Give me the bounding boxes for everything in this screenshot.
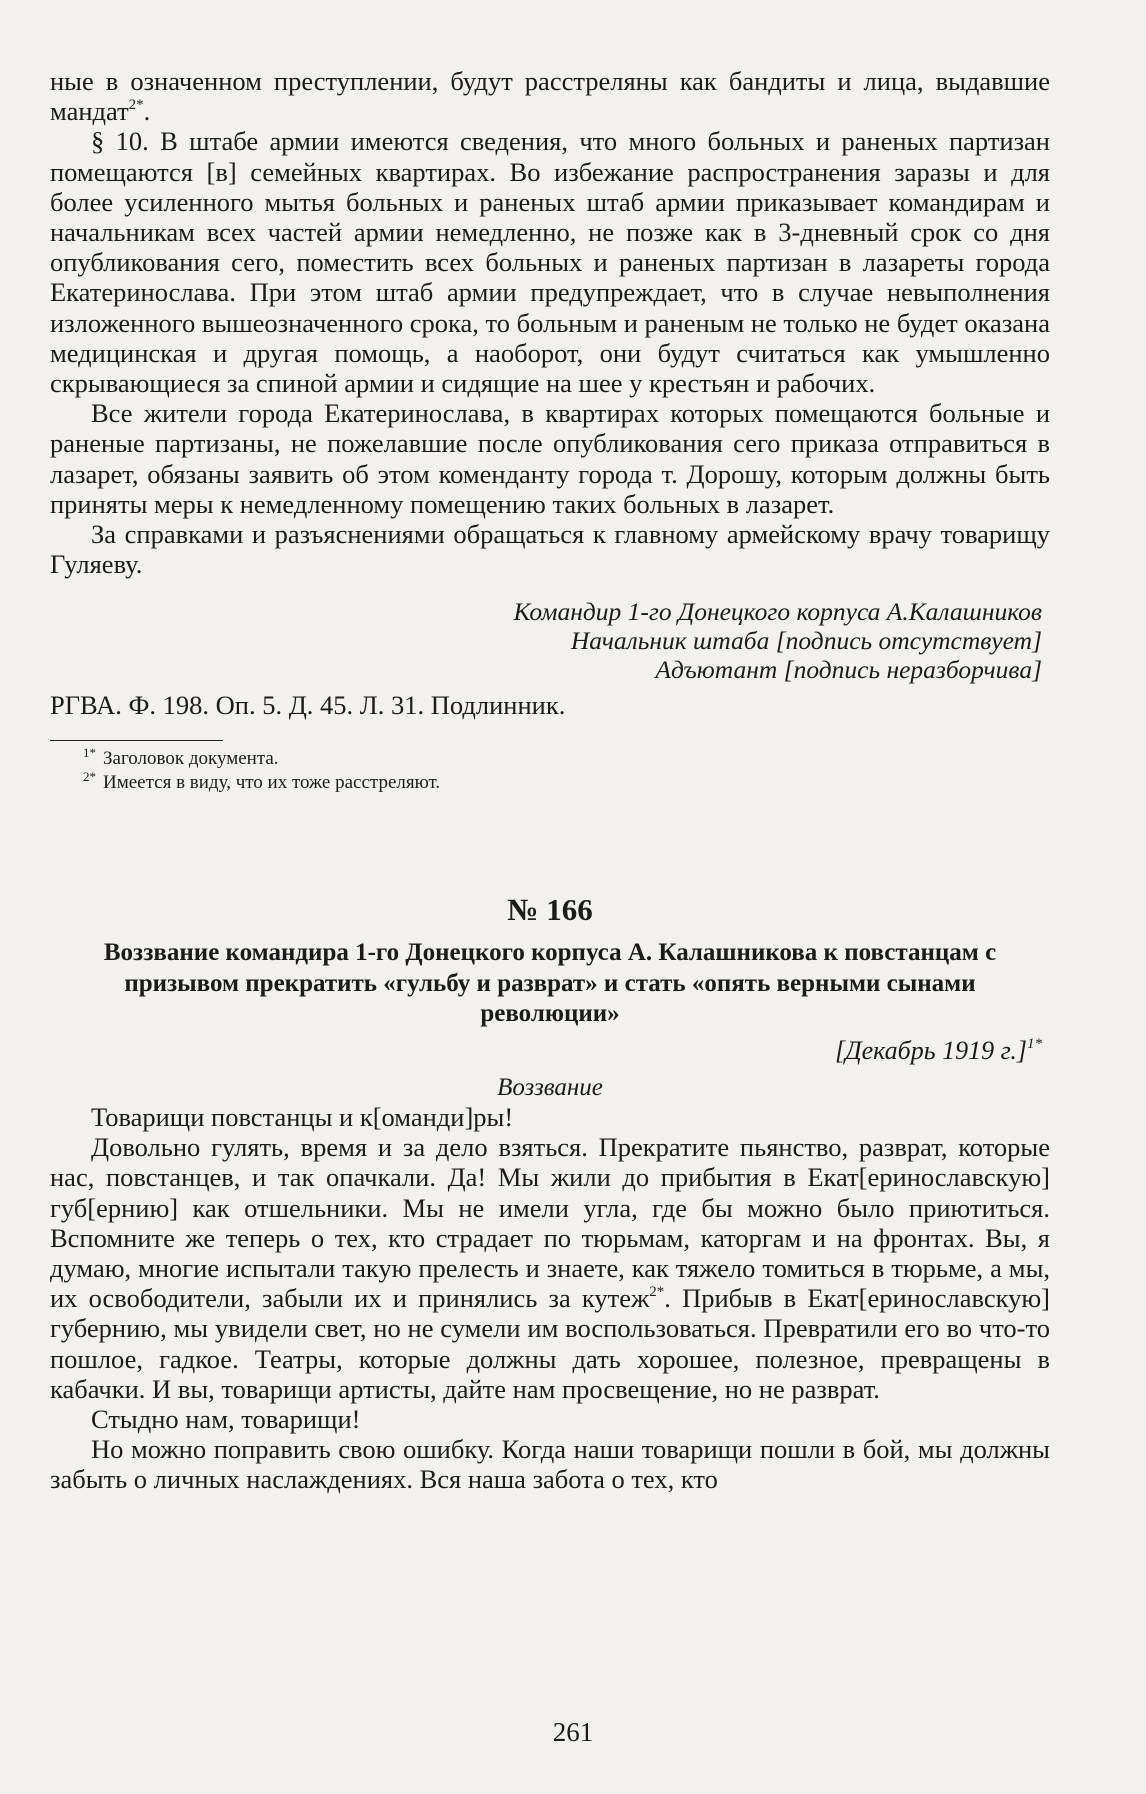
footnote-divider <box>50 740 223 741</box>
archive-reference: РГВА. Ф. 198. Оп. 5. Д. 45. Л. 31. Подлинник. <box>50 690 566 721</box>
document-number: № 166 <box>507 892 593 928</box>
document-date: [Декабрь 1919 г.]$^{1*}$ <box>834 1035 1042 1065</box>
paragraph: За справками и разъяснениями обращаться к главному армейскому врачу товарищу Гуляеву. <box>50 519 1050 580</box>
footnote: 1* Заголовок документа. <box>83 745 279 770</box>
page-body <box>50 66 1050 1495</box>
page-number: 261 <box>552 1717 594 1747</box>
document-title: Воззвание командира 1-го Донецкого корпуса А. Калашникова к повстанцам с призывом прекратить «гульбу и разврат» и стать «опять верными сынами революции» <box>103 939 997 1028</box>
paragraph: Все жители города Екатеринослава, в квартирах которых помещаются больные и раненые партизаны, не пожелавшие после опубликования сего приказа отправиться в лазарет, обязаны заявить об этом коменданту города т. Дорошу, которым должны быть приняты меры к немедленному помещению таких больных в лазарет. <box>50 398 1050 519</box>
footnote-ref: 2* <box>649 1284 665 1301</box>
paragraph: Довольно гулять, время и за дело взяться. Прекратите пьянство, разврат, которые нас, повстанцев, и так опачкали. Да! Мы жили до прибытия в Екат[еринославскую] губ[ернию] как отшельники. Мы не имели угла, где бы можно было приютиться. Вспомните же теперь о тех, кто страдает по тюрьмам, каторгам и на фронтах. Вы, я думаю, многие испытали такую прелесть и знаете, как тяжело томиться в тюрьме, а мы, их освободители, забыли их и принялись за кутеж$^{2*}$. Прибыв в Екат[еринославскую] губернию, мы увидели свет, но не сумели им воспользоваться. Превратили его во что-то пошлое, гадкое. Театры, которые должны дать хорошее, полезное, превращены в кабачки. И вы, товарищи артисты, дайте нам просвещение, но не разврат. <box>50 1132 1050 1404</box>
paragraph: Стыдно нам, товарищи! <box>91 1403 361 1434</box>
footnote: 2* Имеется в виду, что их тоже расстреляют. <box>83 769 441 794</box>
footnote-ref: 2* <box>128 97 144 114</box>
footnote-ref: 1* <box>1027 1035 1042 1052</box>
paragraph: ные в означенном преступлении, будут расстреляны как бандиты и лица, выдавшие мандат$^{2*}$. <box>50 66 1050 127</box>
paragraph: Но можно поправить свою ошибку. Когда наши товарищи пошли в бой, мы должны забыть о личных наслаждениях. Вся наша забота о тех, кто <box>50 1434 1050 1495</box>
signature-adjutant: Адъютант [подпись неразборчива] <box>655 655 1042 685</box>
paragraph: § 10. В штабе армии имеются сведения, что много больных и раненых партизан помещаются [в] семейных квартирах. Во избежание распространения заразы и для более усиленного мытья больных и раненых штаб армии приказывает командирам и начальникам всех частей армии немедленно, не позже как в 3-дневный срок со дня опубликования сего, поместить всех больных и раненых партизан в лазареты города Екатеринослава. При этом штаб армии предупреждает, что в случае невыполнения изложенного вышеозначенного срока, то больным и раненым не только не будет оказана медицинская и другая помощь, а наоборот, они будут считаться как умышленно скрывающиеся за спиной армии и сидящие на шее у крестьян и рабочих. <box>50 126 1050 399</box>
document-subheading: Воззвание <box>497 1073 603 1101</box>
signature-chief-of-staff: Начальник штаба [подпись отсутствует] <box>570 626 1042 656</box>
paragraph: Товарищи повстанцы и к[оманди]ры! <box>91 1101 514 1132</box>
signature-commander: Командир 1-го Донецкого корпуса А.Калашников <box>513 597 1042 627</box>
